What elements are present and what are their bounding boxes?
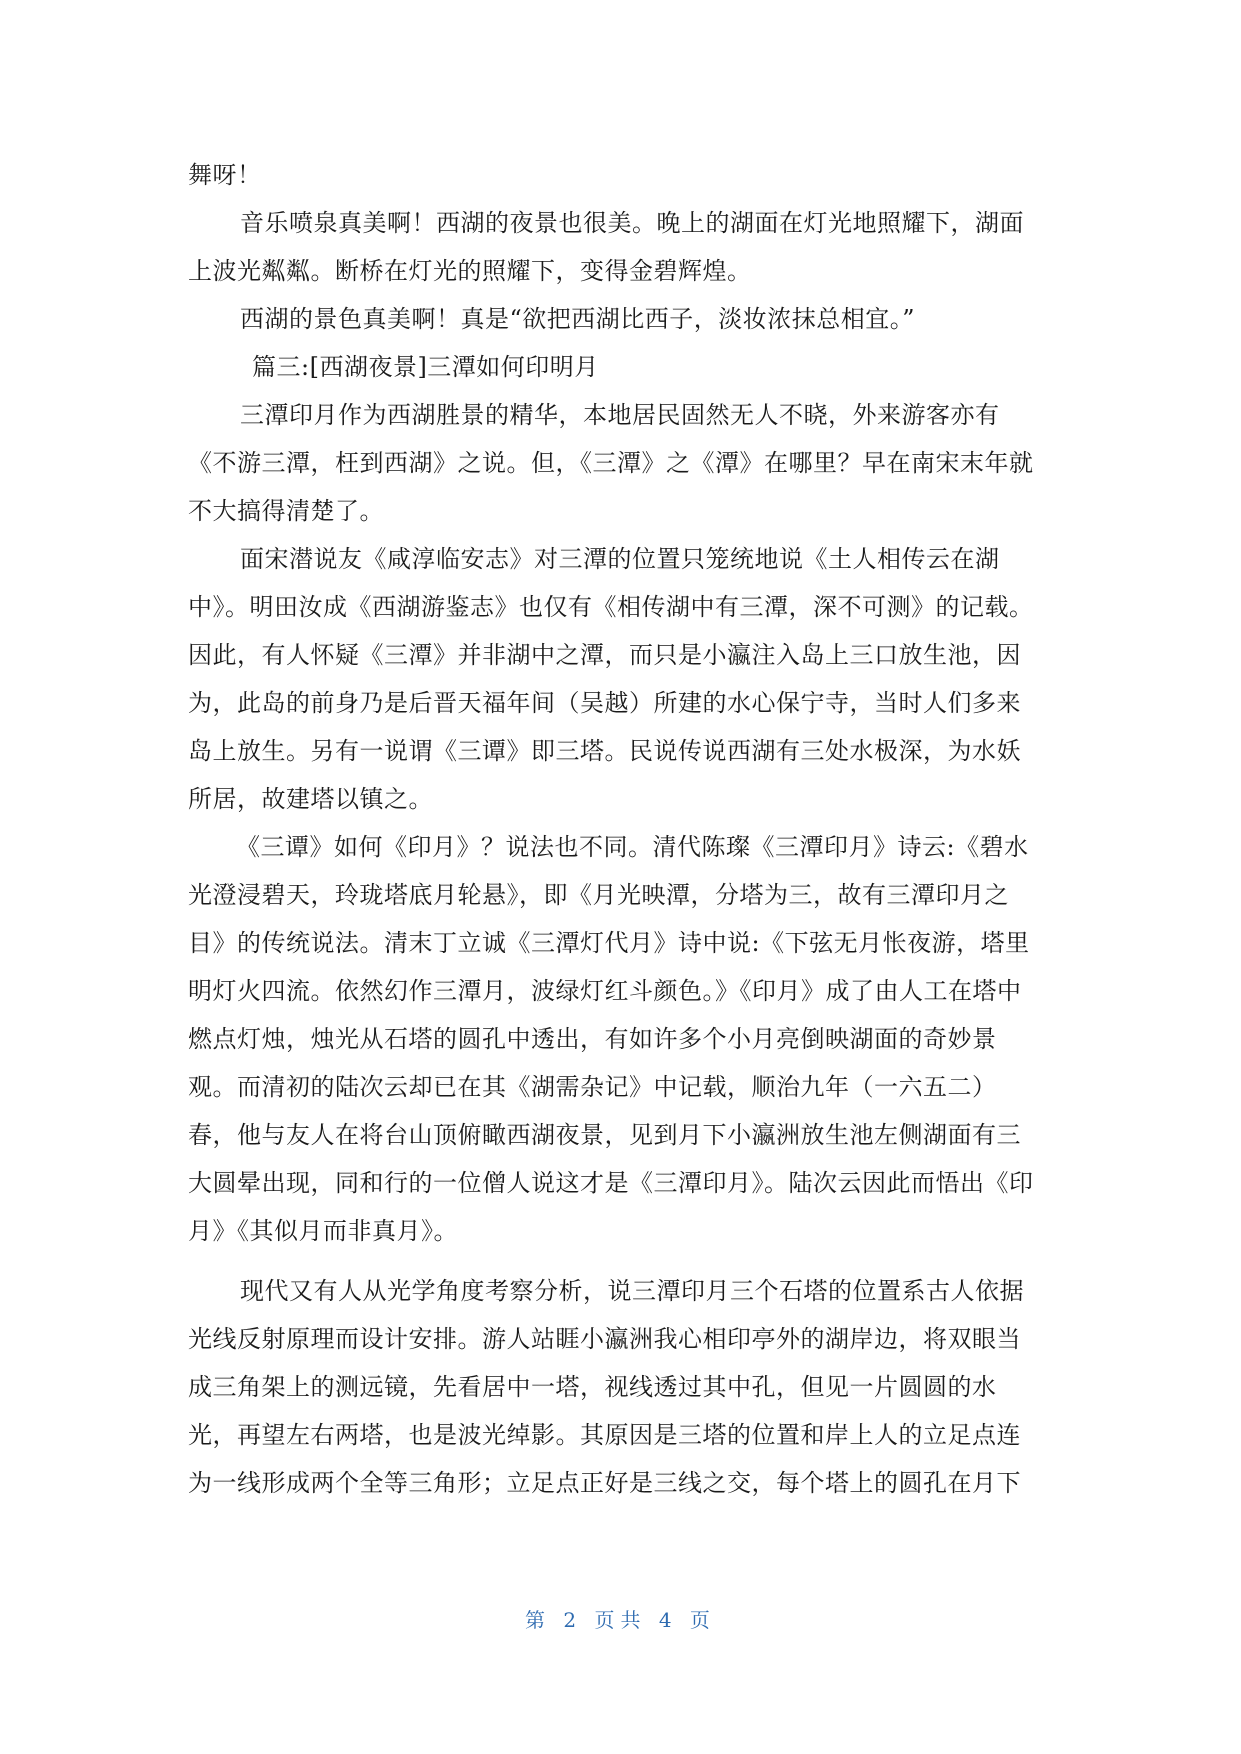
text-line: 岛上放生。另有一说谓《三谭》即三塔。民说传说西湖有三处水极深，为水妖	[188, 737, 1021, 765]
text-line: 西湖的景色真美啊！真是“欲把西湖比西子，淡妆浓抹总相宜。”	[240, 305, 916, 333]
text-line: 舞呀！	[188, 161, 262, 189]
text-line: 现代又有人从光学角度考察分析，说三潭印月三个石塔的位置系古人依据	[240, 1277, 1024, 1305]
text-line: 大圆晕出现，同和行的一位僧人说这才是《三潭印月》。陆次云因此而悟出《印	[188, 1169, 1034, 1197]
text-line: 春，他与友人在将台山顶俯瞰西湖夜景，见到月下小瀛洲放生池左侧湖面有三	[188, 1121, 1021, 1149]
text-line: 目》的传统说法。清末丁立诚《三潭灯代月》诗中说:《下弦无月怅夜游，塔里	[188, 929, 1030, 957]
text-line: 因此，有人怀疑《三潭》并非湖中之潭，而只是小瀛注入岛上三口放生池，因	[188, 641, 1021, 669]
text-line: 中》。明田汝成《西湖游鉴志》也仅有《相传湖中有三潭，深不可测》的记载。	[188, 593, 1034, 621]
text-line: 光，再望左右两塔，也是波光绰影。其原因是三塔的位置和岸上人的立足点连	[188, 1421, 1021, 1449]
section-heading: 篇三:[西湖夜景]三潭如何印明月	[252, 353, 599, 381]
text-line: 所居，故建塔以镇之。	[188, 785, 433, 813]
text-line: 不大搞得清楚了。	[188, 497, 384, 525]
text-line: 《三谭》如何《印月》？说法也不同。清代陈璨《三潭印月》诗云:《碧水	[236, 833, 1029, 861]
text-line: 音乐喷泉真美啊！西湖的夜景也很美。晚上的湖面在灯光地照耀下，湖面	[240, 209, 1024, 237]
page-number-footer: 第 2 页共 4 页	[525, 1608, 716, 1632]
text-line: 为，此岛的前身乃是后晋天福年间（吴越）所建的水心保宁寺，当时人们多来	[188, 689, 1021, 717]
text-line: 成三角架上的测远镜，先看居中一塔，视线透过其中孔，但见一片圆圆的水	[188, 1373, 997, 1401]
text-line: 燃点灯烛，烛光从石塔的圆孔中透出，有如许多个小月亮倒映湖面的奇妙景	[188, 1025, 997, 1053]
text-line: 明灯火四流。依然幻作三潭月，波绿灯红斗颜色。》《印月》成了由人工在塔中	[188, 977, 1022, 1005]
text-line: 光线反射原理而设计安排。游人站睚小瀛洲我心相印亭外的湖岸边，将双眼当	[188, 1325, 1021, 1353]
text-line: 月》《其似月而非真月》。	[188, 1217, 458, 1245]
text-line: 观。而清初的陆次云却已在其《湖需杂记》中记载，顺治九年（一六五二）	[188, 1073, 997, 1101]
text-line: 三潭印月作为西湖胜景的精华，本地居民固然无人不晓，外来游客亦有	[240, 401, 1000, 429]
text-line: 光澄浸碧天，玲珑塔底月轮悬》，即《月光映潭，分塔为三，故有三潭印月之	[188, 881, 1009, 909]
text-line: 上波光粼粼。断桥在灯光的照耀下，变得金碧辉煌。	[188, 257, 752, 285]
text-line: 面宋潜说友《咸淳临安志》对三潭的位置只笼统地说《土人相传云在湖	[240, 545, 1000, 573]
text-line: 《不游三潭，枉到西湖》之说。但，《三潭》之《潭》在哪里？早在南宋末年就	[188, 449, 1034, 477]
text-line: 为一线形成两个全等三角形；立足点正好是三线之交，每个塔上的圆孔在月下	[188, 1469, 1021, 1497]
